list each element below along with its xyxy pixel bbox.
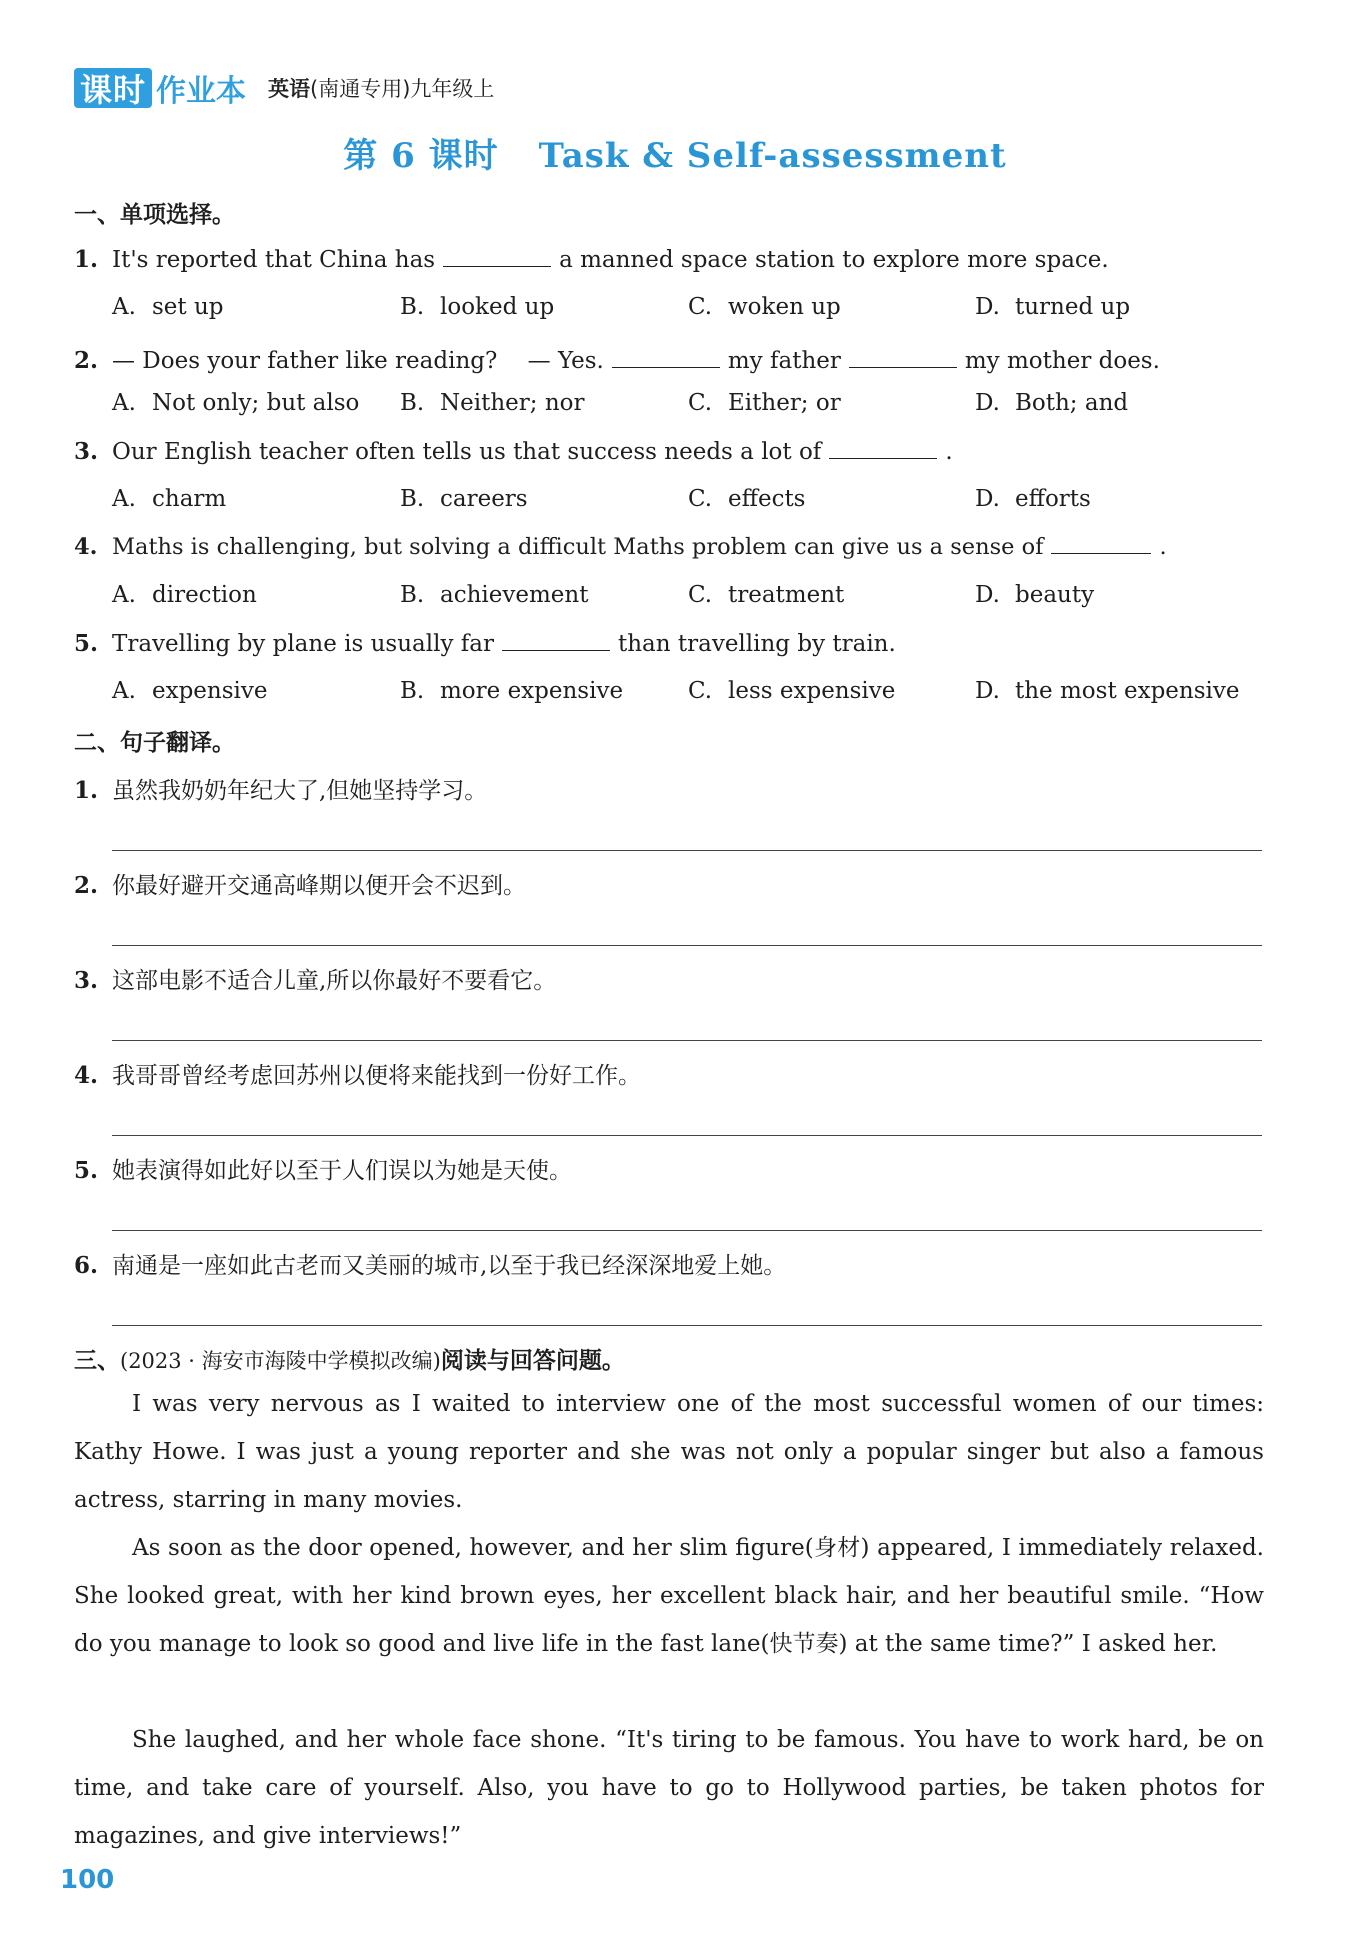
question-text: than travelling by train. <box>617 631 896 657</box>
question-text: — Does your father like reading? — Yes. <box>112 348 604 374</box>
option-d[interactable]: D. turned up <box>975 294 1131 320</box>
option-d[interactable]: D. efforts <box>975 486 1091 512</box>
option-d[interactable]: D. beauty <box>975 582 1095 608</box>
question-text: Travelling by plane is usually far <box>112 631 494 657</box>
page-number: 100 <box>60 1865 115 1895</box>
answer-blank[interactable] <box>502 632 610 651</box>
option-b[interactable]: B. more expensive <box>400 678 624 704</box>
reading-paragraph-2: As soon as the door opened, however, and her slim figure(身材) appeared, I immediately relaxed. She looked great, with her kind brown eyes, her excellent black hair, and her beautiful smile. “How do you manage to look so good and live life in the fast lane(快节奏) at the same time?” I asked her. <box>74 1535 1264 1657</box>
option-c[interactable]: C. treatment <box>688 582 845 608</box>
question-text: It's reported that China has <box>112 247 436 273</box>
question-1 <box>74 246 1109 273</box>
book-title <box>268 73 494 103</box>
question-text: Maths is challenging, but solving a difficult Maths problem can give us a sense of <box>112 534 1044 560</box>
option-c[interactable]: C. Either; or <box>688 390 841 416</box>
question-number: 3. <box>74 438 99 465</box>
option-a[interactable]: A. Not only; but also <box>112 390 360 416</box>
option-a[interactable]: A. expensive <box>112 678 268 704</box>
answer-line[interactable] <box>112 1040 1262 1041</box>
answer-blank[interactable] <box>1051 535 1151 554</box>
brand-logo: 课时 <box>74 68 152 108</box>
option-d[interactable]: D. Both; and <box>975 390 1129 416</box>
translation-item-5: 5. 她表演得如此好以至于人们误以为她是天使。 <box>74 1157 572 1184</box>
option-c[interactable]: C. effects <box>688 486 806 512</box>
question-number: 4. <box>74 534 98 560</box>
question-text: . <box>945 439 953 465</box>
translation-item-1: 1. 虽然我奶奶年纪大了,但她坚持学习。 <box>74 777 488 804</box>
question-text: a manned space station to explore more space. <box>559 247 1109 273</box>
section-3-title: 三、(2023 · 海安市海陵中学模拟改编)阅读与回答问题。 <box>74 1348 625 1374</box>
question-text: my mother does. <box>964 348 1160 374</box>
answer-line[interactable] <box>112 1230 1262 1231</box>
option-a[interactable]: A. set up <box>112 294 224 320</box>
option-b[interactable]: B. achievement <box>400 582 589 608</box>
question-4 <box>74 534 1167 560</box>
option-b[interactable]: B. Neither; nor <box>400 390 585 416</box>
question-text: Our English teacher often tells us that success needs a lot of <box>112 439 822 465</box>
brand-logo-text: 作业本 <box>156 74 247 109</box>
translation-item-6: 6. 南通是一座如此古老而又美丽的城市,以至于我已经深深地爱上她。 <box>74 1252 787 1279</box>
option-b[interactable]: B. careers <box>400 486 528 512</box>
option-d[interactable]: D. the most expensive <box>975 678 1240 704</box>
answer-line[interactable] <box>112 945 1262 946</box>
question-3 <box>74 438 953 465</box>
section-2-title: 二、句子翻译。 <box>74 730 235 756</box>
answer-line[interactable] <box>112 1325 1262 1326</box>
question-number: 1. <box>74 246 99 273</box>
option-c[interactable]: C. less expensive <box>688 678 896 704</box>
answer-blank[interactable] <box>443 248 551 267</box>
question-5 <box>74 630 896 657</box>
option-c[interactable]: C. woken up <box>688 294 841 320</box>
question-number: 2. <box>74 347 99 374</box>
answer-blank[interactable] <box>829 440 937 459</box>
translation-item-2: 2. 你最好避开交通高峰期以便开会不迟到。 <box>74 872 526 899</box>
question-source: (2023 · 海安市海陵中学模拟改编) <box>120 1349 441 1373</box>
lesson-name: Task & Self-assessment <box>538 136 1007 176</box>
lesson-number: 第 6 课时 <box>343 136 499 176</box>
question-text: my father <box>727 348 841 374</box>
question-number: 5. <box>74 630 99 657</box>
book-header <box>74 64 494 112</box>
option-a[interactable]: A. charm <box>112 486 227 512</box>
option-b[interactable]: B. looked up <box>400 294 555 320</box>
answer-line[interactable] <box>112 850 1262 851</box>
option-a[interactable]: A. direction <box>112 582 257 608</box>
section-1-title: 一、单项选择。 <box>74 202 235 228</box>
reading-paragraph-3: She laughed, and her whole face shone. “It's tiring to be famous. You have to work hard, be on time, and take care of yourself. Also, you have to go to Hollywood parties, be taken photos for magazines, and give interviews!” <box>74 1727 1264 1849</box>
book-title-rest: (南通专用)九年级上 <box>310 77 495 101</box>
answer-blank[interactable] <box>849 349 957 368</box>
translation-item-3: 3. 这部电影不适合儿童,所以你最好不要看它。 <box>74 967 557 994</box>
reading-paragraph-1: I was very nervous as I waited to interview one of the most successful women of our times: Kathy Howe. I was just a young reporter and she was not only a popular singer but also a famous actress, starring in many movies. <box>74 1391 1264 1513</box>
lesson-title <box>0 128 1350 177</box>
answer-line[interactable] <box>112 1135 1262 1136</box>
answer-blank[interactable] <box>612 349 720 368</box>
question-text: . <box>1159 534 1167 560</box>
question-2 <box>74 342 1160 375</box>
translation-item-4: 4. 我哥哥曾经考虑回苏州以便将来能找到一份好工作。 <box>74 1062 641 1089</box>
book-subject: 英语 <box>268 77 311 101</box>
